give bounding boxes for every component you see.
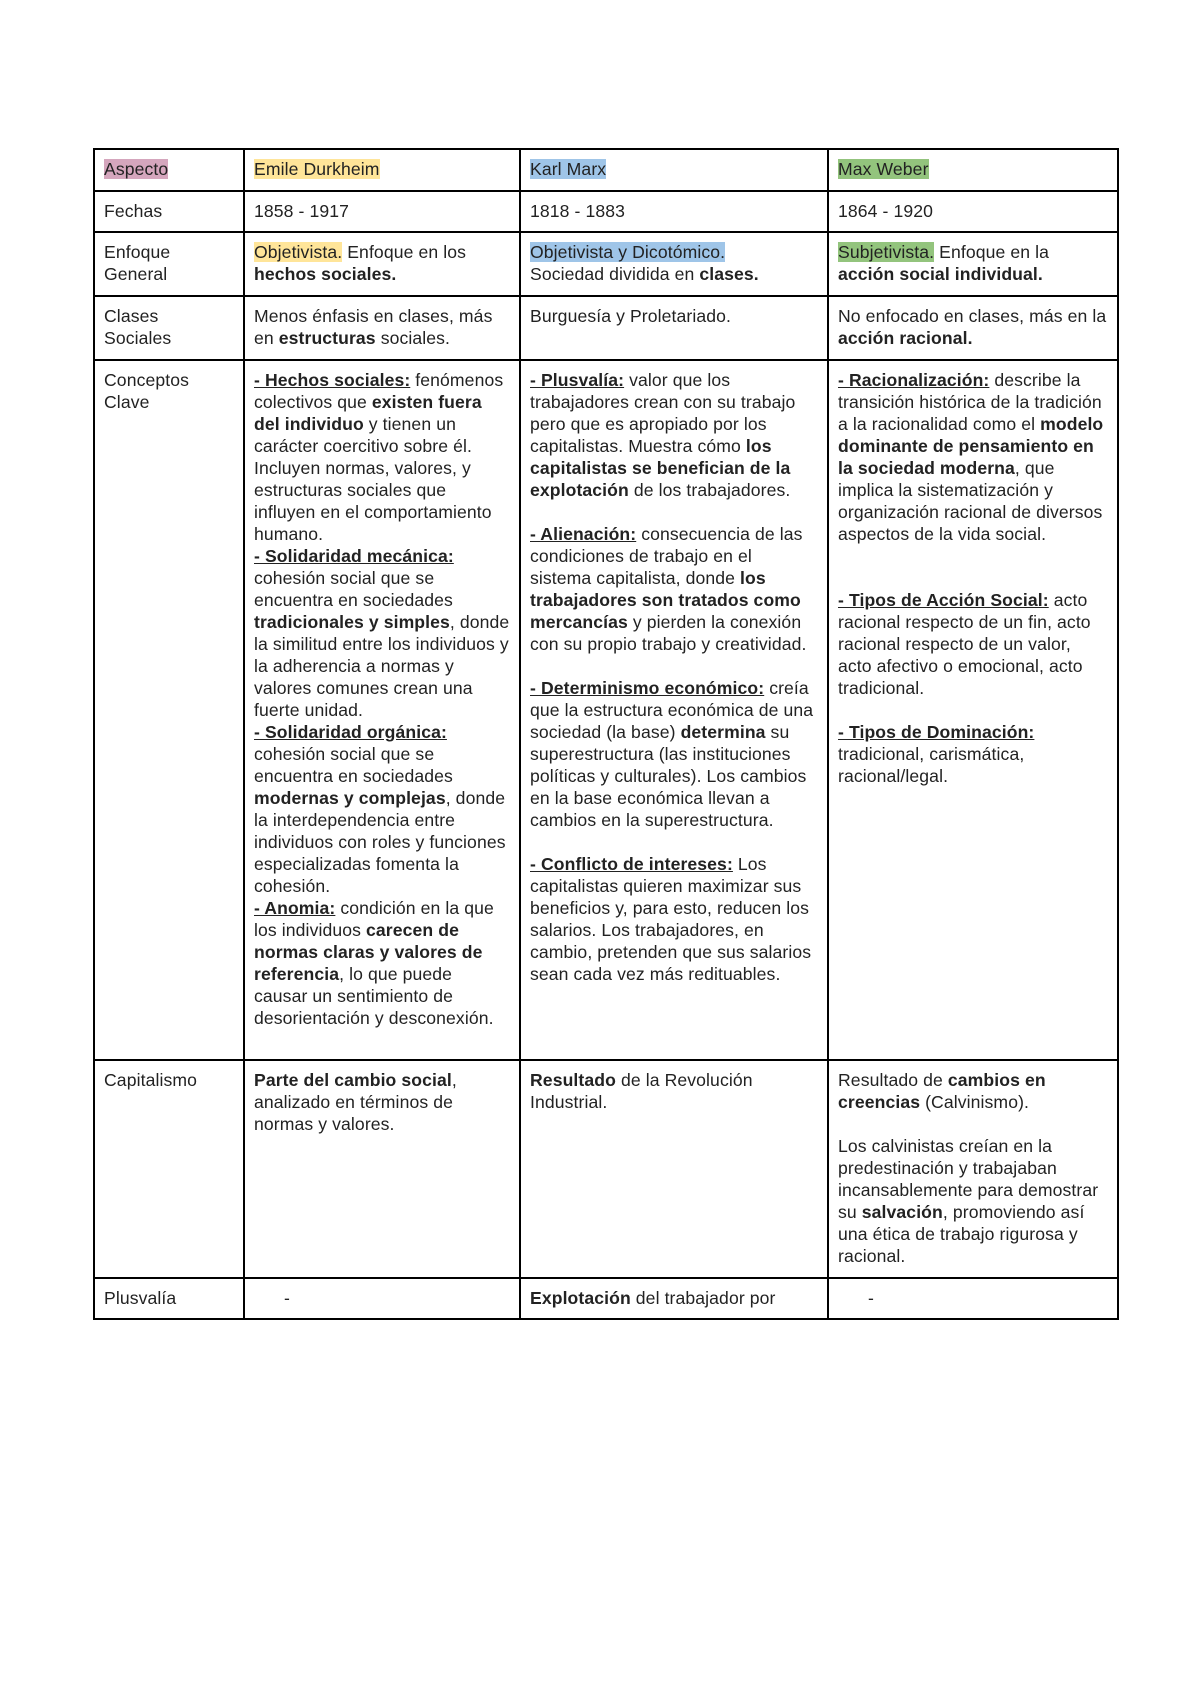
enfoque-durkheim-bold: hechos sociales. [254,264,397,284]
row-capitalismo [94,1060,1118,1278]
row-plusvalia [94,1278,1118,1319]
label-enfoque-1: Enfoque [104,242,171,262]
term-tipos-accion-social: - Tipos de Acción Social: [838,590,1049,610]
term-solidaridad-organica: - Solidaridad orgánica: [254,722,447,742]
spacer [838,1113,1108,1135]
enfoque-weber-bold: acción social individual. [838,264,1043,284]
clases-weber [828,296,1118,360]
plusvalia-bold-1: los capitalistas se benefician de la explotación [530,436,791,500]
enfoque-marx-text: Sociedad dividida en [530,264,700,284]
determinismo-text-2: su superestructura (las instituciones políticas y culturales). Los cambios en la base económica llevan a cambios en la superestructura. [530,722,807,830]
header-cell-durkheim [244,149,520,191]
row-fechas [94,191,1118,232]
capitalismo-durkheim-bold: Parte del cambio social [254,1070,452,1090]
header-cell-aspect [94,149,244,191]
enfoque-weber-tag: Subjetivista. [838,242,935,262]
term-alienacion: - Alienación: [530,524,637,544]
mecanica-text-2: , donde la similitud entre los individuos y la adherencia a normas y valores comunes crean una fuerte unidad. [254,612,510,720]
clases-weber-t1: No enfocado en clases, más en la [838,306,1107,326]
clases-marx: Burguesía y Proletariado. [520,296,828,360]
capitalismo-weber-t3: Los calvinistas creían en la predestinación y trabajaban incansablemente para demostrar su [838,1136,1099,1222]
clases-durkheim-t2: sociales. [375,328,451,348]
hechos-text-2: y tienen un carácter coercitivo sobre él. Incluyen normas, valores, y estructuras sociales que influyen en el comportamiento humano. [254,414,492,544]
plusvalia-text-1: valor que los trabajadores crean con su trabajo pero que es apropiado por los capitalistas. Muestra cómo [530,370,796,456]
enfoque-weber [828,232,1118,296]
mecanica-bold-1: tradicionales y simples [254,612,450,632]
row-enfoque [94,232,1118,296]
plusvalia-durkheim [244,1278,520,1319]
plusvalia-text-2: de los trabajadores. [628,480,791,500]
header-cell-weber [828,149,1118,191]
plusvalia-durkheim-dash: - [284,1288,290,1308]
determinismo-text-1: creía que la estructura económica de una sociedad (la base) [530,678,814,742]
enfoque-marx-bold: clases. [699,264,759,284]
organica-text-2: , donde la interdependencia entre individuos con roles y funciones especializadas fomenta la cohesión. [254,788,506,896]
alienacion-text-1: consecuencia de las condiciones de trabajo en el sistema capitalista, donde [530,524,803,588]
header-weber: Max Weber [838,159,929,179]
capitalismo-marx-bold: Resultado [530,1070,616,1090]
plusvalia-weber-dash: - [868,1288,874,1308]
capitalismo-weber-t4: , promoviendo así una ética de trabajo rigurosa y racional. [838,1202,1085,1266]
header-row [94,149,1118,191]
capitalismo-weber-t1: Resultado de [838,1070,948,1090]
spacer [530,831,818,853]
dominacion-text-1: tradicional, carismática, racional/legal. [838,744,1025,786]
fechas-weber: 1864 - 1920 [828,191,1118,232]
plusvalia-weber [828,1278,1118,1319]
plusvalia-marx-bold: Explotación [530,1288,631,1308]
spacer [530,655,818,677]
spacer [530,501,818,523]
label-clases-1: Clases [104,306,159,326]
mecanica-text-1: cohesión social que se encuentra en sociedades [254,568,453,610]
enfoque-durkheim-text: Enfoque en los [342,242,467,262]
term-hechos-sociales: - Hechos sociales: [254,370,411,390]
row-conceptos [94,360,1118,1060]
clases-durkheim-b1: estructuras [278,328,376,348]
hechos-bold-1: existen fuera del individuo [254,392,482,434]
enfoque-marx-tag: Objetivista y Dicotómico. [530,242,726,262]
anomia-bold-1: carecen de normas claras y valores de referencia [254,920,483,984]
fechas-marx: 1818 - 1883 [520,191,828,232]
label-conceptos [94,360,244,1060]
clases-durkheim-t1: Menos énfasis en clases, más en [254,306,493,348]
label-fechas: Fechas [94,191,244,232]
spacer [838,699,1108,721]
plusvalia-marx-text: del trabajador por [630,1288,776,1308]
conflicto-text-1: Los capitalistas quieren maximizar sus beneficios y, para esto, reducen los salarios. Los trabajadores, en cambio, pretenden que sus salarios sean cada vez más redituables. [530,854,812,984]
label-clases-2: Sociales [104,328,172,348]
determinismo-bold-1: determina [680,722,766,742]
header-marx: Karl Marx [530,159,607,179]
term-solidaridad-mecanica: - Solidaridad mecánica: [254,546,454,566]
term-anomia: - Anomia: [254,898,336,918]
enfoque-durkheim-tag: Objetivista. [254,242,343,262]
racionalizacion-bold-1: modelo dominante de pensamiento en la sociedad moderna [838,414,1104,478]
label-conceptos-2: Clave [104,392,150,412]
label-enfoque [94,232,244,296]
capitalismo-weber-b1: cambios en creencias [838,1070,1046,1112]
capitalismo-weber-t2: (Calvinismo). [920,1092,1030,1112]
capitalismo-marx-text: de la Revolución Industrial. [530,1070,753,1112]
term-determinismo: - Determinismo económico: [530,678,765,698]
header-aspect: Aspecto [104,159,169,179]
header-cell-marx [520,149,828,191]
anomia-text-1: condición en la que los individuos [254,898,494,940]
row-clases [94,296,1118,360]
term-racionalizacion: - Racionalización: [838,370,990,390]
anomia-text-2: , lo que puede causar un sentimiento de desorientación y desconexión. [254,964,494,1028]
racionalizacion-text-2: , que implica la sistematización y organización racional de diversos aspectos de la vida social. [838,458,1103,544]
term-tipos-dominacion: - Tipos de Dominación: [838,722,1035,742]
enfoque-marx [520,232,828,296]
capitalismo-marx [520,1060,828,1278]
hechos-text-1: fenómenos colectivos que [254,370,504,412]
organica-text-1: cohesión social que se encuentra en sociedades [254,744,453,786]
clases-weber-b1: acción racional. [838,328,973,348]
conceptos-marx [520,360,828,1060]
capitalismo-weber-b2: salvación [861,1202,943,1222]
fechas-durkheim: 1858 - 1917 [244,191,520,232]
conceptos-durkheim [244,360,520,1060]
capitalismo-durkheim [244,1060,520,1278]
capitalismo-weber [828,1060,1118,1278]
spacer [838,567,1108,589]
enfoque-durkheim [244,232,520,296]
label-clases [94,296,244,360]
organica-bold-1: modernas y complejas [254,788,446,808]
accion-text-1: acto racional respecto de un fin, acto racional respecto de un valor, acto afectivo o emocional, acto tradicional. [838,590,1091,698]
clases-durkheim [244,296,520,360]
term-plusvalia: - Plusvalía: [530,370,625,390]
term-conflicto: - Conflicto de intereses: [530,854,733,874]
racionalizacion-text-1: describe la transición histórica de la tradición a la racionalidad como el [838,370,1102,434]
capitalismo-durkheim-text: , analizado en términos de normas y valores. [254,1070,457,1134]
label-enfoque-2: General [104,264,168,284]
header-durkheim: Emile Durkheim [254,159,380,179]
alienacion-bold-1: los trabajadores son tratados como mercancías [530,568,801,632]
comparison-table [93,148,1119,1320]
enfoque-weber-text: Enfoque en la [934,242,1050,262]
plusvalia-marx [520,1278,828,1319]
label-plusvalia: Plusvalía [94,1278,244,1319]
spacer [838,545,1108,567]
alienacion-text-2: y pierden la conexión con su propio trabajo y creatividad. [530,612,807,654]
conceptos-weber [828,360,1118,1060]
label-capitalismo: Capitalismo [94,1060,244,1278]
label-conceptos-1: Conceptos [104,370,190,390]
